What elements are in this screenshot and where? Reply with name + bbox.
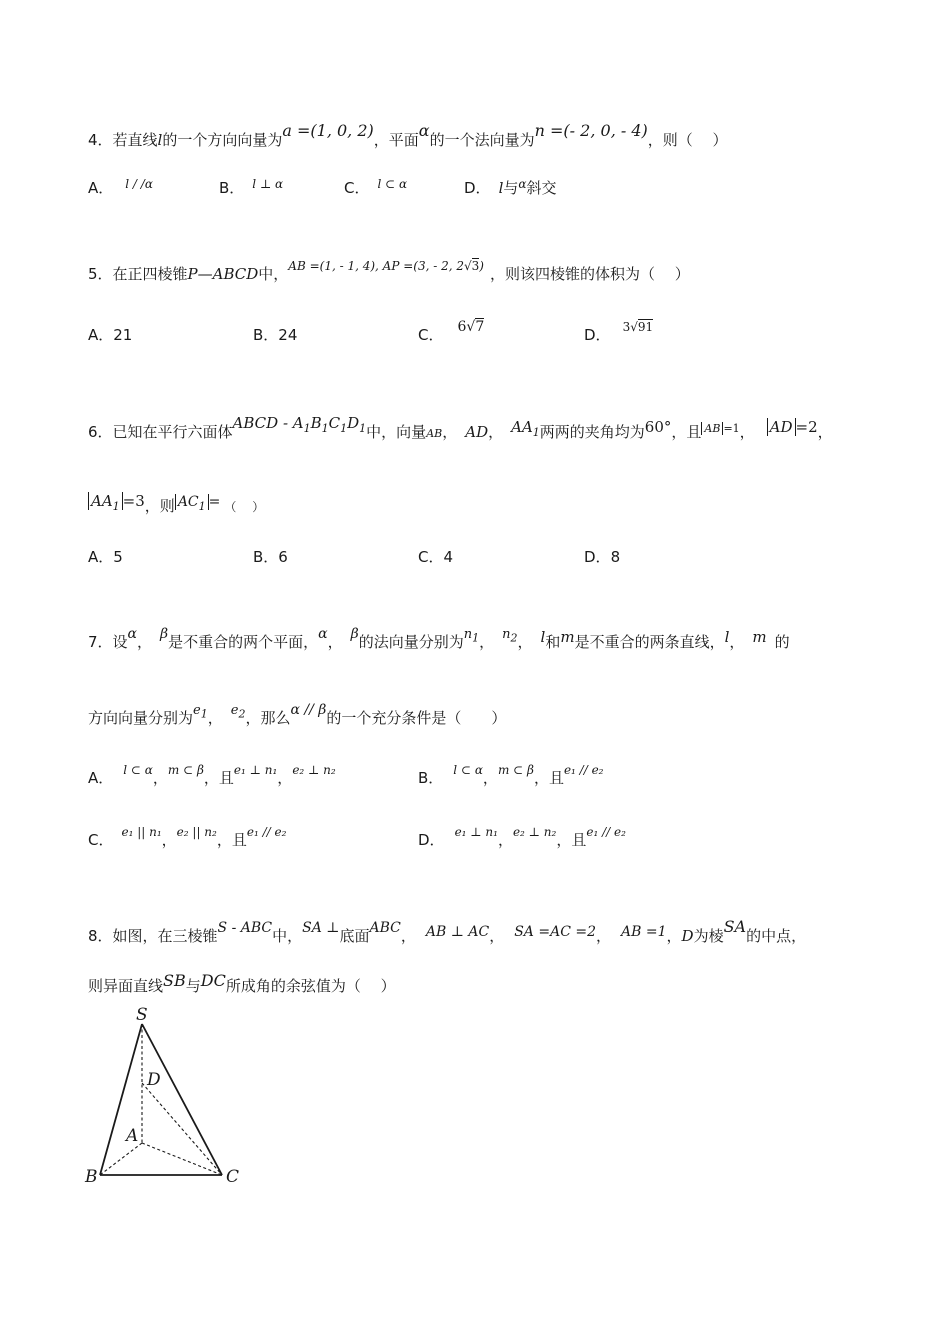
edge-ac — [142, 1143, 222, 1175]
q6-stem-line1: 6．已知在平行六面体ABCD - $A_1B_1C_1D_1$中，向量AB， AD， $AA_1$两两的夹角均为60°，且 $^{AB =1}$， AD =2， — [88, 414, 833, 441]
edge-dc — [142, 1083, 222, 1175]
edge-sc — [142, 1024, 222, 1175]
label-a: A — [126, 1126, 139, 1146]
q5-option-a[interactable]: A．21 — [88, 326, 133, 344]
vector-a: a =(1, 0, 2) — [282, 121, 374, 140]
edge-ab — [100, 1143, 142, 1175]
q6-option-b[interactable]: B．6 — [253, 548, 288, 566]
pyramid-figure — [80, 1000, 260, 1190]
parallelepiped: ABCD - $A_1B_1C_1D_1$ — [232, 414, 367, 435]
q6-option-c[interactable]: C．4 — [418, 548, 454, 566]
q5-option-c[interactable]: C． 6√7 — [418, 319, 485, 344]
pyramid-solid-edges — [100, 1024, 222, 1175]
q5-vectors: AB =(1, - 1, 4), AP =(3, - 2, 2√3) — [288, 259, 484, 273]
label-s: S — [136, 1005, 148, 1025]
q7-stem-line2: 方向向量分别为$e_1$， $e_2$，那么α // β的一个充分条件是（ ） — [88, 702, 507, 727]
q7-stem-line1: 7．设α， β是不重合的两个平面，α， β的法向量分别为$n_1$， $n_2$， l和m是不重合的两条直线，l， m 的 — [88, 626, 790, 651]
q5-stem: 5．在正四棱锥P—ABCD中，$^{AB =(1, - 1, 4), AP =(3, - 2, 2√3)}$ ，则该四棱锥的体积为（ ） — [88, 259, 690, 283]
q4-option-a[interactable]: A． $^{l / /\alpha}$ — [88, 177, 153, 197]
q4-option-b[interactable]: B． $^{l \perp \alpha}$ — [219, 177, 284, 197]
pyramid-hidden-edges — [100, 1024, 222, 1175]
q8-stem-line2: 则异面直线SB与DC所成角的余弦值为（ ） — [88, 971, 396, 995]
q6-stem-line2: $AA_1 =3$，则 $AC_1$ = （ ） — [88, 496, 264, 522]
q5-option-d[interactable]: D． $^{3√91}$ — [584, 320, 654, 344]
q4-option-d[interactable]: D． l与$^\alpha$斜交 — [464, 177, 557, 197]
edge-sb — [100, 1024, 142, 1175]
vector-n: n =(- 2, 0, - 4) — [534, 121, 648, 140]
q4-option-c[interactable]: C． $^{l \subset \alpha}$ — [344, 177, 408, 197]
q6-option-a[interactable]: A．5 — [88, 548, 123, 566]
q4-stem: 4．若直线l的一个方向向量为a =(1, 0, 2)，平面α的一个法向量为n =(- 2, 0, - 4)，则（ ） — [88, 121, 728, 149]
label-b: B — [85, 1167, 98, 1187]
q7-option-c[interactable]: C． $^{e_1 || n_1}$，$^{e_2 || n_2}$，且$^{e_1 // e_2}$ — [88, 825, 287, 849]
q7-option-b[interactable]: B． $^{l \subset \alpha}$，$^{m \subset \beta}$，且$^{e_1 // e_2}$ — [418, 763, 604, 787]
q5-option-b[interactable]: B．24 — [253, 326, 298, 344]
label-d: D — [147, 1070, 161, 1090]
label-c: C — [226, 1167, 240, 1187]
q7-option-a[interactable]: A． $^{l \subset \alpha}$，$^{m \subset \beta}$，且$^{e_1 \perp n_1}$，$^{e_2 \perp n_2}$ — [88, 763, 336, 787]
q8-stem-line1: 8．如图，在三棱锥S - ABC中，SA ⊥底面ABC， AB ⊥ AC， SA =AC =2， AB =1，D为棱SA的中点， — [88, 917, 807, 945]
q6-option-d[interactable]: D．8 — [584, 548, 621, 566]
q7-option-d[interactable]: D． $^{e_1 \perp n_1}$，$^{e_2 \perp n_2}$，且$^{e_1 // e_2}$ — [418, 825, 626, 849]
